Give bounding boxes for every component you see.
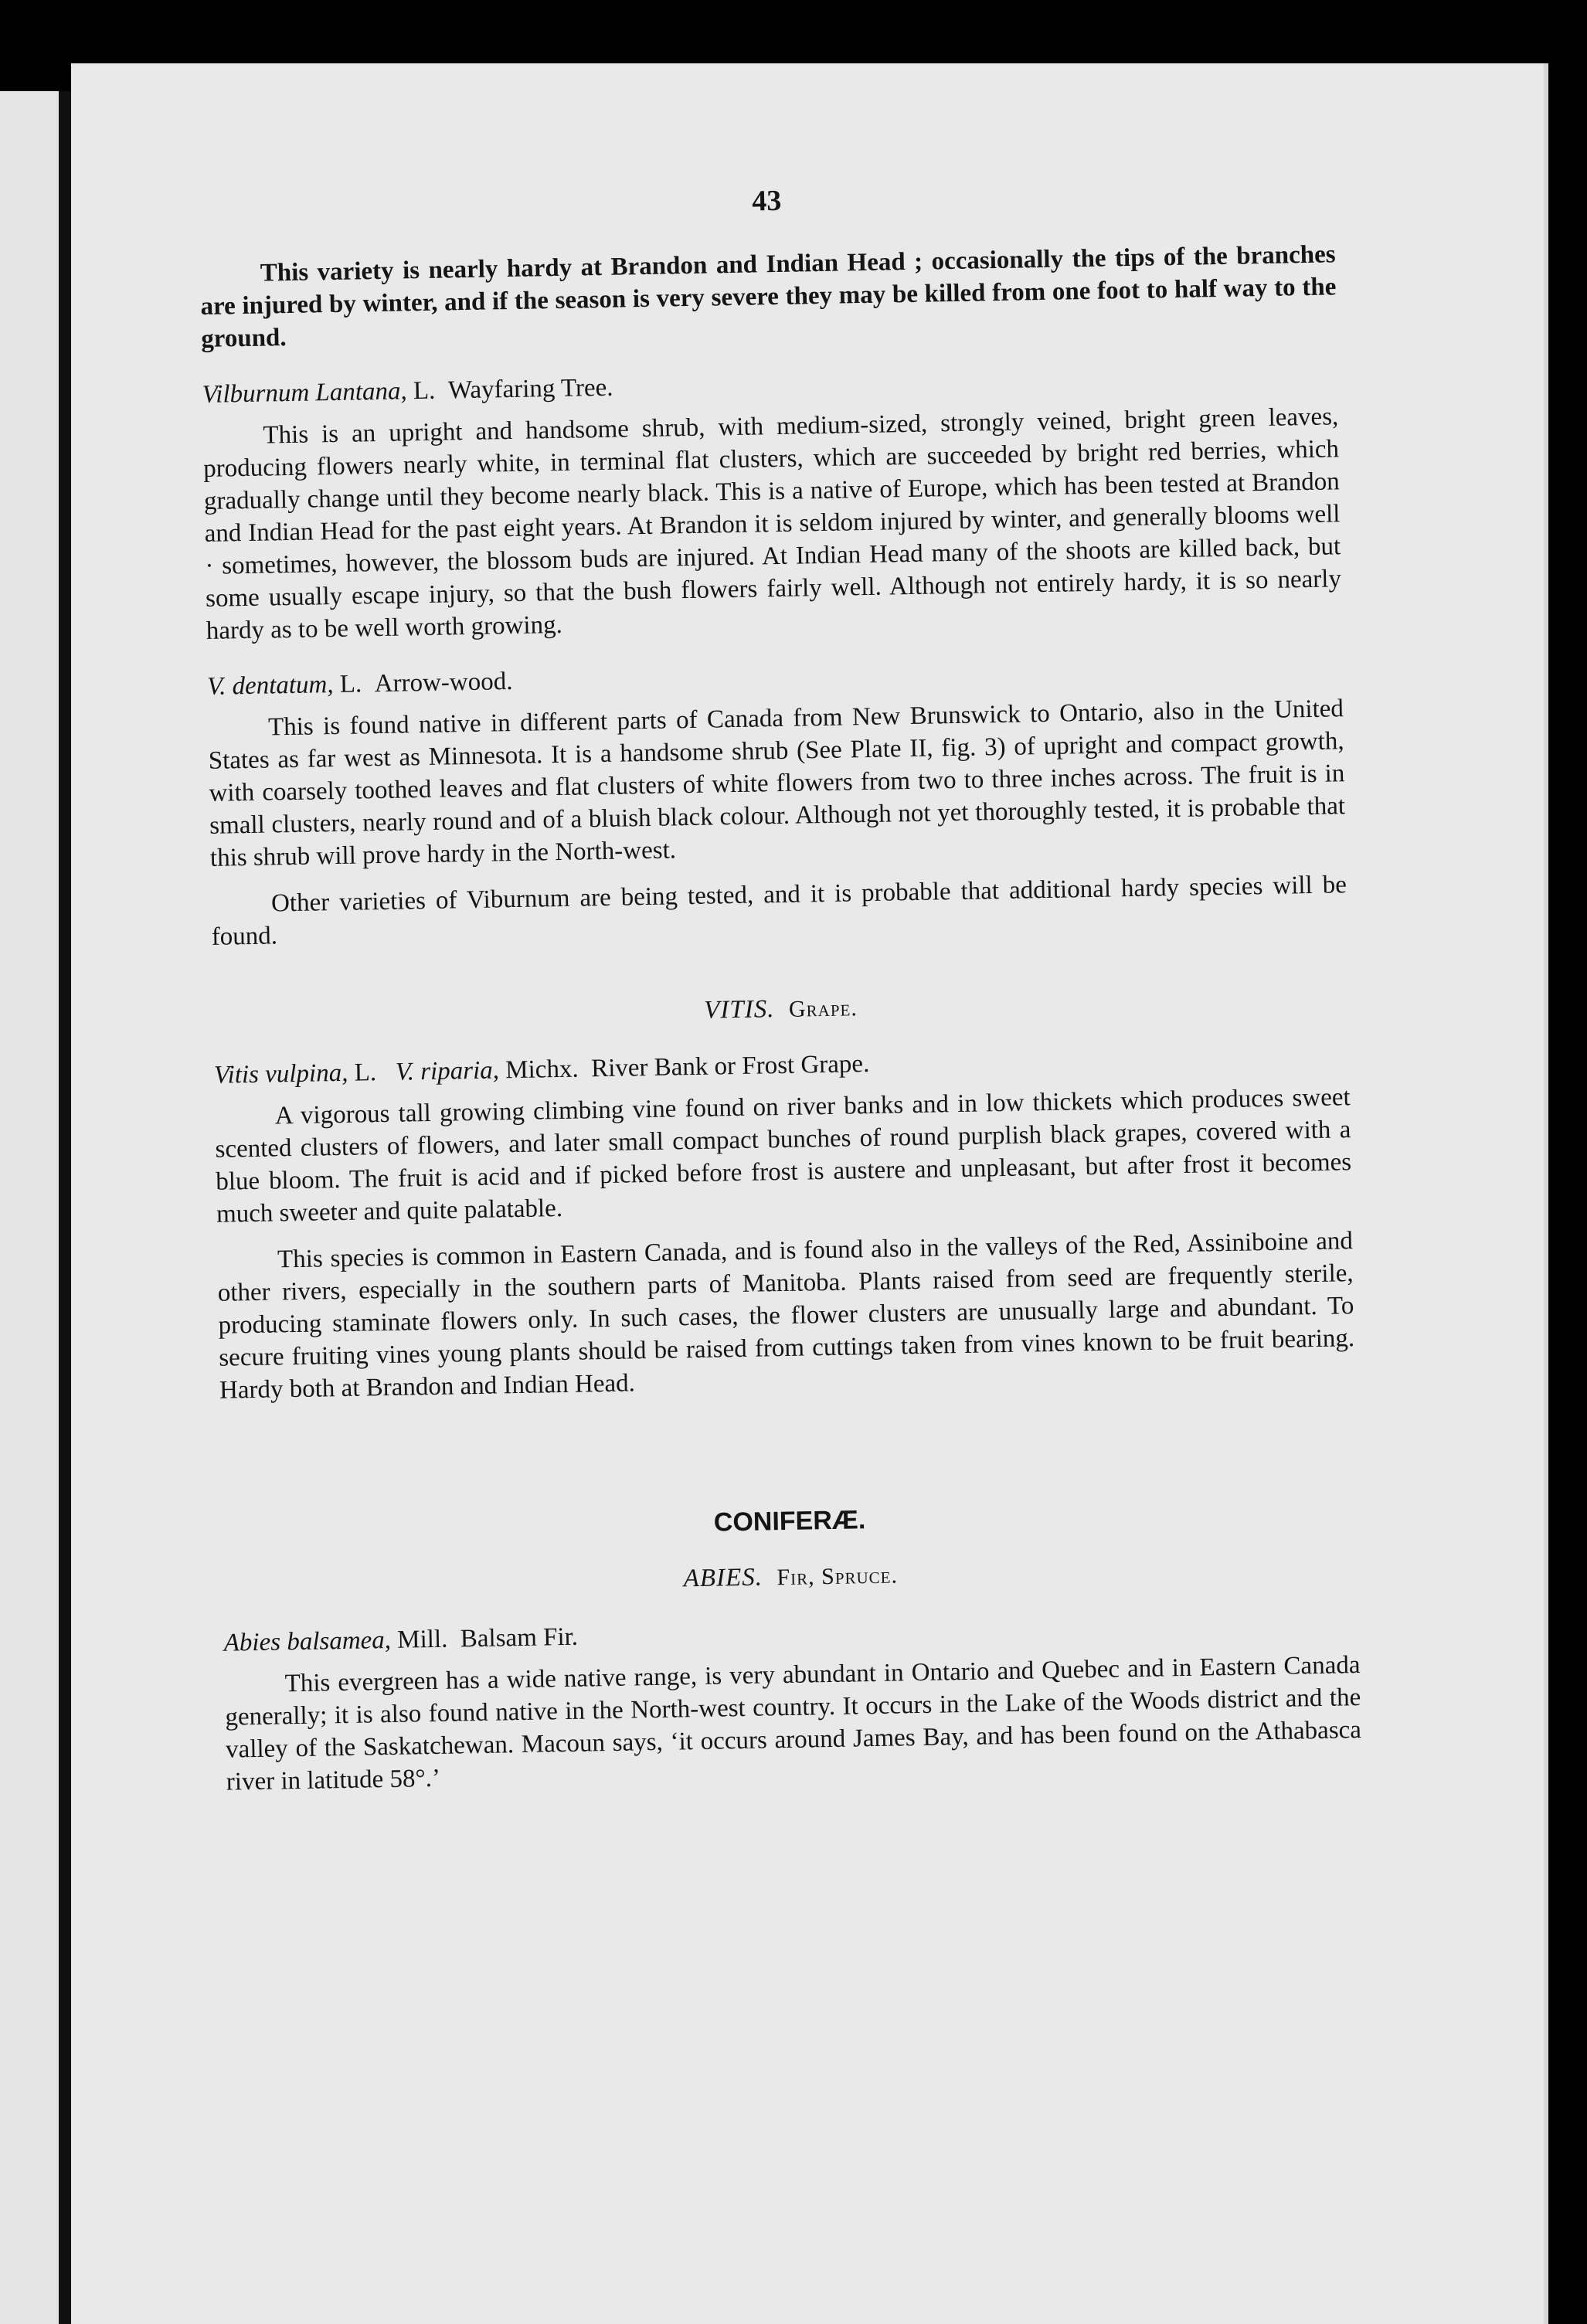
vitis-common-name: River Bank or Frost Grape. xyxy=(590,1050,870,1083)
vitis-authority-2: Michx. xyxy=(505,1055,579,1085)
dentatum-sci-name: V. dentatum, xyxy=(206,671,334,701)
abies-sci-name: Abies balsamea, xyxy=(223,1626,392,1657)
abies-genus: ABIES. xyxy=(683,1563,763,1593)
lantana-paragraph: This is an upright and handsome shrub, with medium-sized, strongly veined, bright green leaves, producing flowers nearly white, in terminal flat clusters, which are succeeded by bright red berries, which gradually change until they become nearly black. This is a native of Europe, which has been tested at Brandon and Indian Head for the past eight years. At Brandon it is seldom injured by winter, and generally blooms well · sometimes, however, the blossom buds are injured. At Indian Head many of the shoots are killed back, but some usually escape injury, so that the bush flowers fairly well. Although not entirely hardy, it is so nearly hardy as to be well worth growing. xyxy=(202,403,1342,645)
book-page xyxy=(71,63,1548,2324)
vitis-paragraph-1: A vigorous tall growing climbing vine found on river banks and in low thickets which produces sweet scented clusters of flowers, and later small compact bunches of round purplish black grapes, covered with a blue bloom. The fruit is acid and if picked before frost is austere and unpleasant, but after frost it becomes much sweeter and quite palatable. xyxy=(215,1083,1352,1228)
page-number: 43 xyxy=(751,184,782,218)
left-page-edge xyxy=(0,91,59,2324)
dentatum-authority: L. xyxy=(339,670,362,698)
book-spine xyxy=(59,91,71,2324)
other-varieties-paragraph: Other varieties of Viburnum are being tested, and it is probable that additional hardy species will be found. xyxy=(211,871,1347,951)
vitis-genus-common: Grape. xyxy=(788,995,858,1022)
vitis-authority-1: L. xyxy=(354,1058,377,1087)
vitis-sci-name-1: Vitis vulpina, xyxy=(213,1058,348,1089)
lantana-sci-name: Vilburnum Lantana, xyxy=(202,377,408,409)
abies-authority: Mill. xyxy=(396,1625,448,1654)
page-text xyxy=(199,175,1362,1812)
intro-paragraph: This variety is nearly hardy at Brandon and Indian Head ; occasionally the tips of the branches are injured by winter, and if the season is very severe they may be killed from one foot to half way to the ground. xyxy=(200,240,1337,353)
coniferae-heading: CONIFERÆ. xyxy=(713,1505,866,1537)
page-edge xyxy=(1544,63,1548,2324)
lantana-authority: L. xyxy=(413,376,436,406)
vitis-genus-heading xyxy=(212,983,1349,1036)
lantana-common-name: Wayfaring Tree. xyxy=(447,373,613,405)
dentatum-common-name: Arrow-wood. xyxy=(374,668,513,698)
vitis-sci-name-2: V. riparia, xyxy=(395,1056,500,1086)
abies-genus-common: Fir, Spruce. xyxy=(777,1562,899,1591)
vitis-paragraph-2: This species is common in Eastern Canada, and is found also in the valleys of the Red, Assiniboine and other rivers, especially in the southern parts of Manitoba. Plants raised from seed are frequently sterile, producing staminate flowers only. In such cases, the flower clusters are unusually large and abundant. To secure fruiting vines young plants should be raised from cuttings taken from vines known to be fruit bearing. Hardy both at Brandon and Indian Head. xyxy=(217,1227,1355,1405)
abies-common-name: Balsam Fir. xyxy=(460,1622,579,1653)
abies-genus-heading xyxy=(223,1551,1359,1604)
vitis-genus: VITIS. xyxy=(703,995,775,1024)
dentatum-paragraph: This is found native in different parts of Canada from New Brunswick to Ontario, also in the United States as far west as Minnesota. It is a handsome shrub (See Plate II, fig. 3) of upright and compact growth, with coarsely toothed leaves and flat clusters of white flowers from two to three inches across. The fruit is in small clusters, nearly round and of a bluish black colour. Although not yet thoroughly tested, it is probable that this shrub will prove hardy in the North-west. xyxy=(208,695,1346,872)
abies-paragraph: This evergreen has a wide native range, is very abundant in Ontario and Quebec and in Eastern Canada generally; it is also found native in the North-west country. It occurs in the Lake of the Woods district and the valley of the Saskatchewan. Macoun says, ‘it occurs around James Bay, and has been found on the Athabasca river in latitude 58°.’ xyxy=(225,1651,1362,1796)
